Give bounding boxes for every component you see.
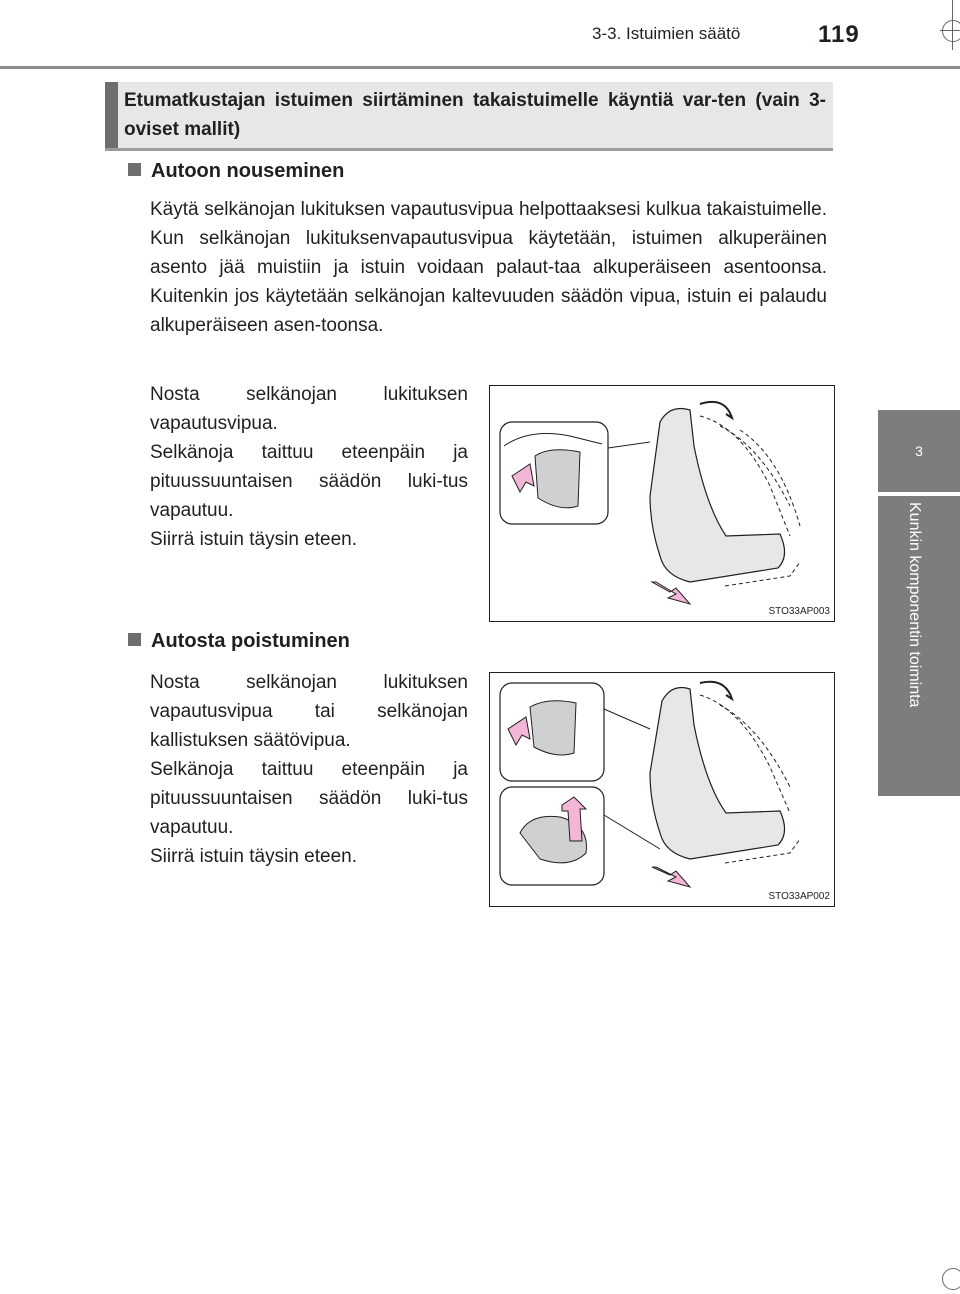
square-bullet-icon (128, 633, 141, 646)
chapter-tab-number (878, 410, 960, 492)
banner-rule (105, 148, 833, 151)
registration-circle (942, 20, 960, 42)
square-bullet-icon (128, 163, 141, 176)
step-text: Nosta selkänojan lukituksen vapautusvipua. (150, 384, 468, 434)
subheading-entering (128, 160, 344, 183)
step-text: Selkänoja taittuu eteenpäin ja pituussuuntaisen säädön luki-tus vapautuu. (150, 759, 468, 838)
figure-code: STO33AP002 (768, 891, 830, 902)
seat-illustration-icon (490, 673, 834, 906)
seat-illustration-icon (490, 386, 834, 621)
step-text: Siirrä istuin täysin eteen. (150, 529, 357, 550)
banner-bar (105, 82, 118, 148)
registration-circle (942, 1268, 960, 1290)
figure-exiting (489, 672, 835, 907)
banner-title: Etumatkustajan istuimen siirtäminen takaistuimelle käyntiä var-ten (vain 3-oviset mallit) (124, 90, 826, 140)
intro-paragraph: Käytä selkänojan lukituksen vapautusvipua helpottaaksesi kulkua takaistuimelle. Kun selkänojan lukituksenvapautusvipua käytetään, istuimen alkuperäinen asento jää muistiin ja istuin voidaan palaut-taa alkuperäiseen asentoonsa. Kuitenkin jos käytetään selkänojan kaltevuuden säädön vipua, istuin ei palaudu alkuperäiseen asen-toonsa. (150, 199, 827, 336)
chapter-number: 3 (915, 443, 923, 459)
steps-entering (150, 380, 468, 554)
steps-exiting (150, 668, 468, 871)
subheading-exiting (128, 630, 350, 653)
subheading-text: Autoon nouseminen (151, 160, 345, 182)
figure-entering (489, 385, 835, 622)
step-text: Selkänoja taittuu eteenpäin ja pituussuuntaisen säädön luki-tus vapautuu. (150, 442, 468, 521)
figure-code: STO33AP003 (768, 606, 830, 617)
subheading-text: Autosta poistuminen (151, 630, 350, 652)
step-text: Nosta selkänojan lukituksen vapautusvipua tai selkänojan kallistuksen säätövipua. (150, 672, 468, 751)
page-number: 119 (818, 21, 860, 48)
section-title: 3-3. Istuimien säätö (592, 24, 741, 43)
chapter-title: Kunkin komponentin toiminta (906, 502, 923, 708)
step-text: Siirrä istuin täysin eteen. (150, 846, 357, 867)
header-rule (0, 66, 960, 69)
chapter-tab (878, 496, 960, 796)
